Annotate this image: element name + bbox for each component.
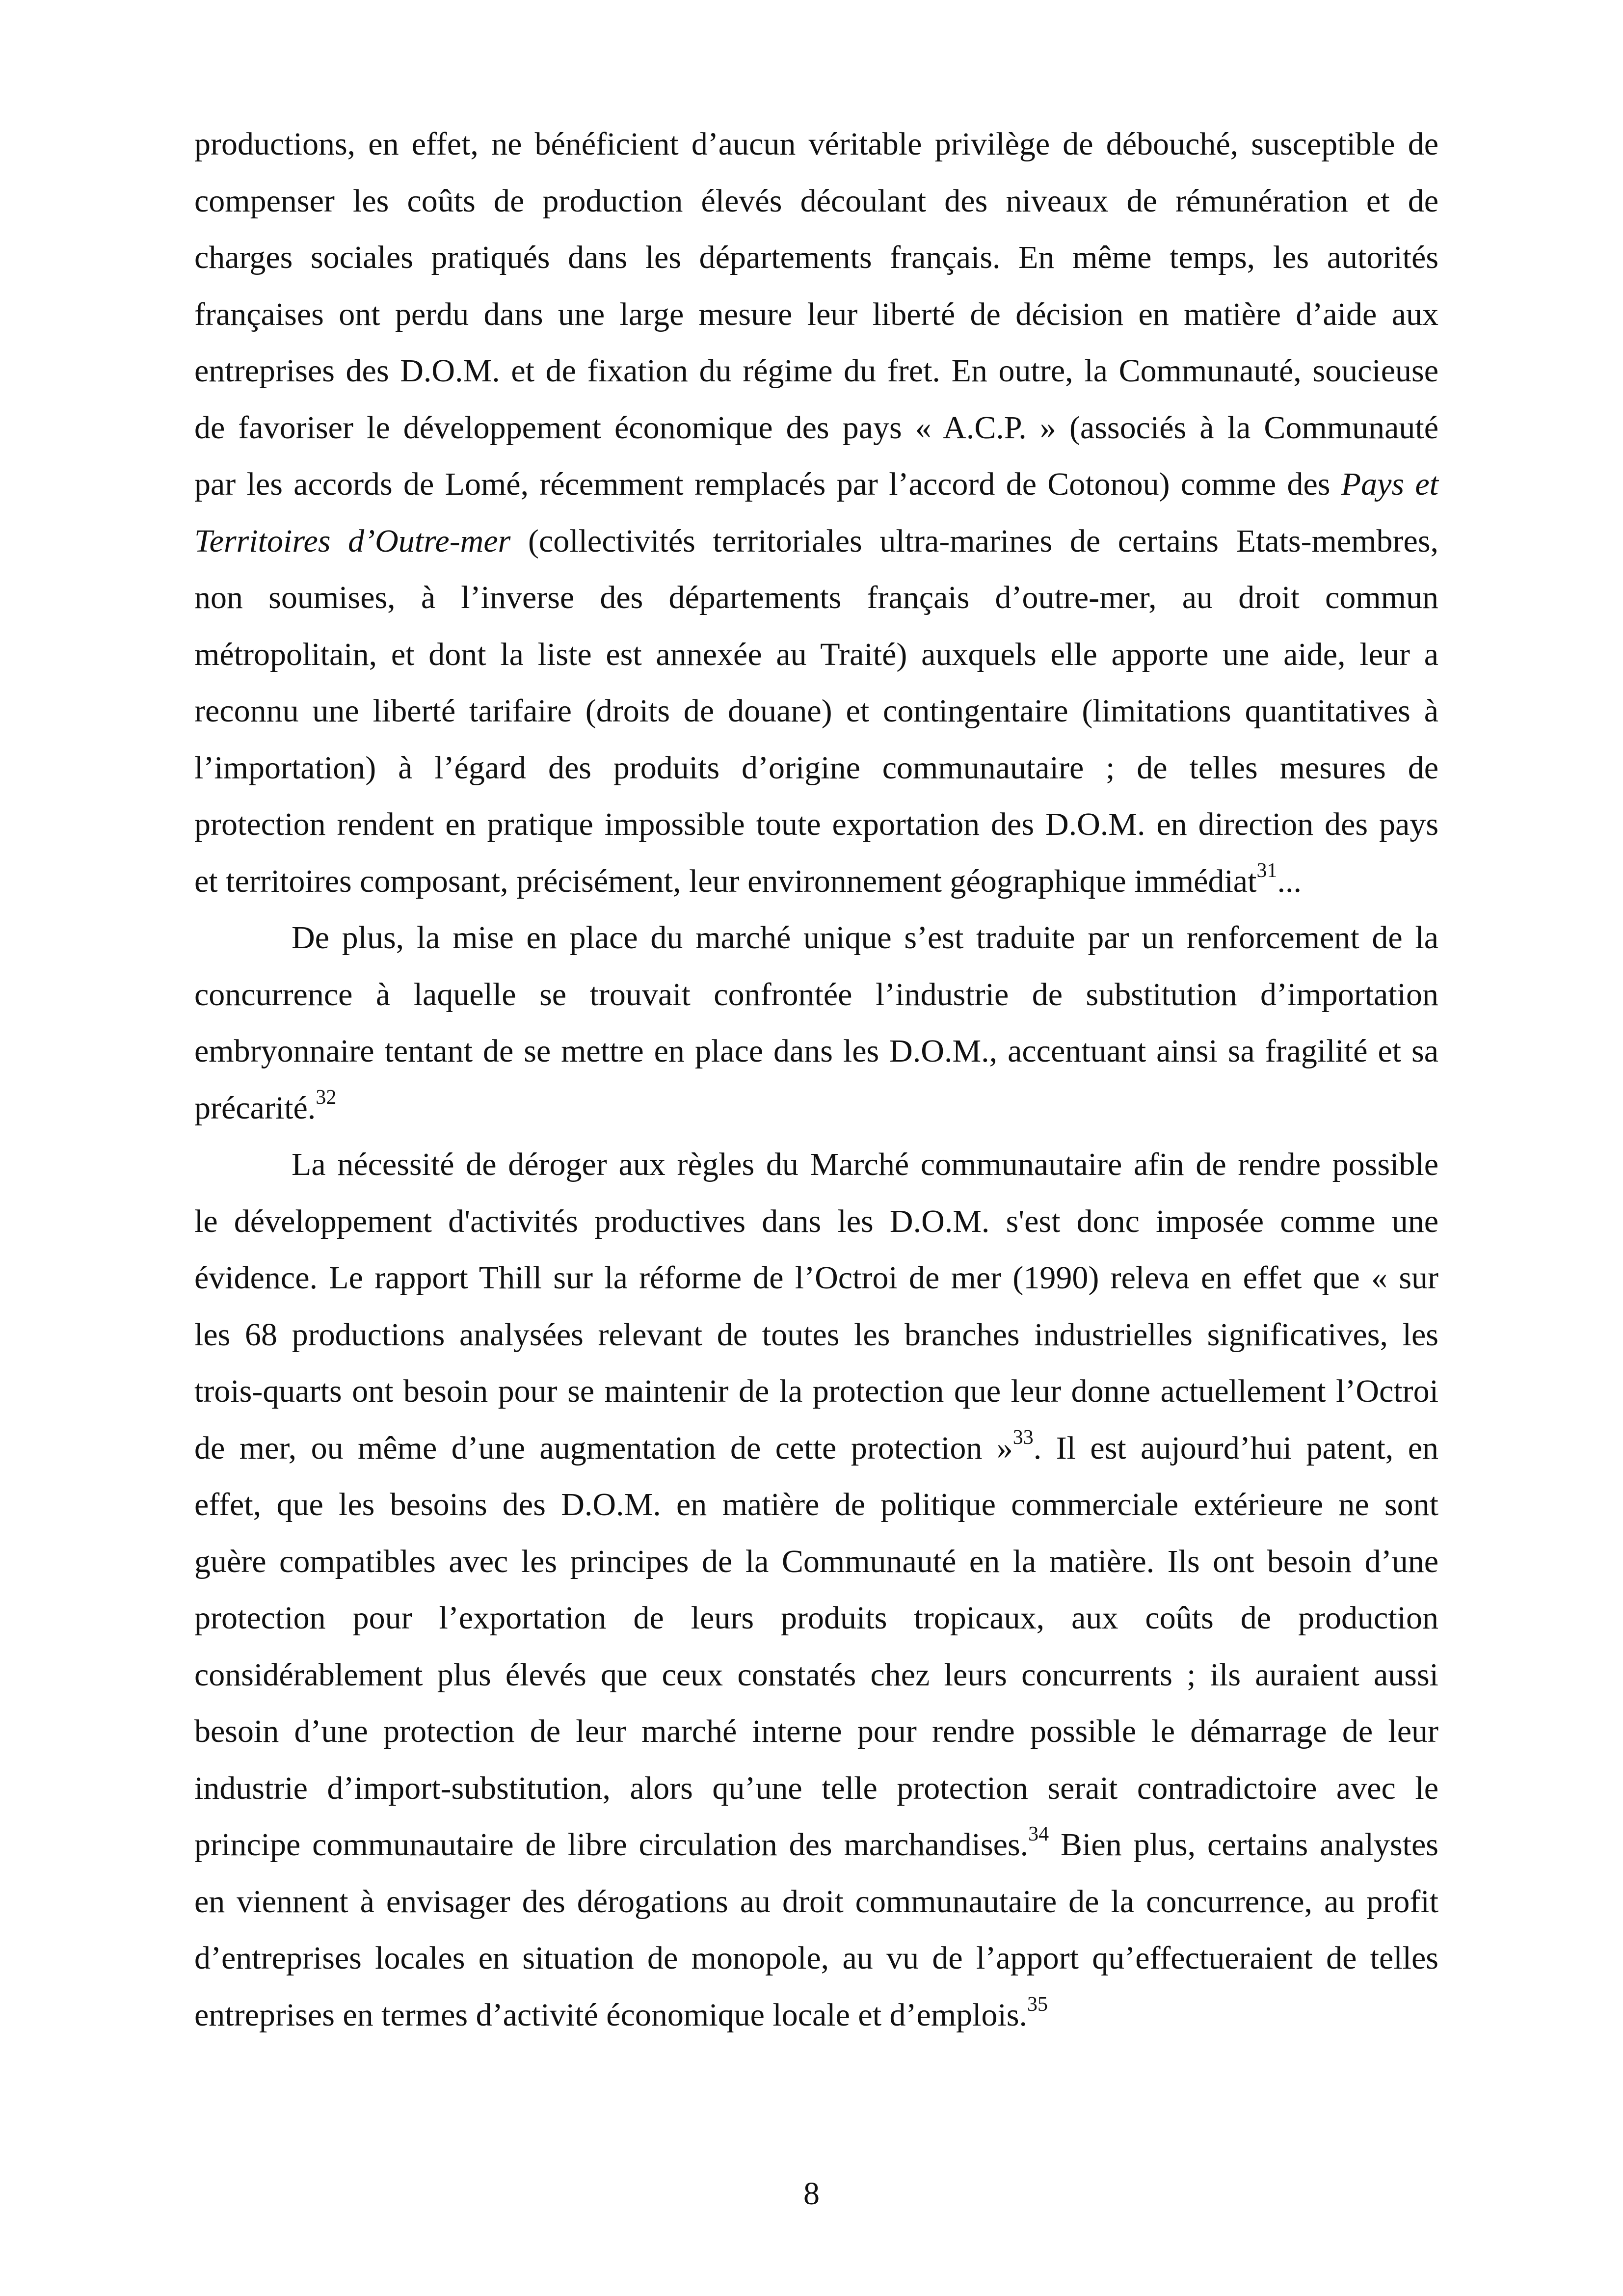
text-segment: charges sociales pratiqués dans les départements français. En même temps, les autorités bbox=[194, 240, 1438, 275]
text-line bbox=[194, 1590, 1438, 1647]
text-line bbox=[194, 286, 1438, 343]
text-line bbox=[194, 229, 1438, 286]
text-segment: et territoires composant, précisément, leur environnement géographique immédiat bbox=[194, 863, 1257, 899]
text-segment: Bien plus, certains analystes bbox=[1049, 1827, 1438, 1863]
text-line bbox=[194, 1250, 1438, 1307]
footnote-reference: 34 bbox=[1028, 1823, 1049, 1845]
text-line bbox=[194, 1476, 1438, 1533]
text-line bbox=[194, 626, 1438, 683]
text-segment: besoin d’une protection de leur marché interne pour rendre possible le démarrage de leur bbox=[194, 1713, 1438, 1749]
text-line bbox=[194, 1193, 1438, 1250]
italic-text: Territoires d’Outre-mer bbox=[194, 523, 511, 559]
text-segment: embryonnaire tentant de se mettre en place dans les D.O.M., accentuant ainsi sa fragilité et sa bbox=[194, 1033, 1438, 1069]
text-segment: compenser les coûts de production élevés découlant des niveaux de rémunération et de bbox=[194, 183, 1438, 219]
text-line bbox=[194, 173, 1438, 230]
text-segment: protection rendent en pratique impossible toute exportation des D.O.M. en direction des pays bbox=[194, 806, 1438, 842]
text-segment: concurrence à laquelle se trouvait confrontée l’industrie de substitution d’importation bbox=[194, 976, 1438, 1013]
text-line bbox=[194, 569, 1438, 626]
text-segment: le développement d'activités productives dans les D.O.M. s'est donc imposée comme une bbox=[194, 1203, 1438, 1239]
text-segment: principe communautaire de libre circulation des marchandises. bbox=[194, 1827, 1029, 1863]
text-segment: en viennent à envisager des dérogations au droit communautaire de la concurrence, au profit bbox=[194, 1883, 1438, 1920]
text-segment: de favoriser le développement économique des pays « A.C.P. » (associés à la Communauté bbox=[194, 409, 1438, 446]
text-line bbox=[194, 1533, 1438, 1590]
text-segment: métropolitain, et dont la liste est annexée au Traité) auxquels elle apporte une aide, leur a bbox=[194, 636, 1438, 672]
text-line bbox=[194, 853, 1438, 910]
text-segment: protection pour l’exportation de leurs produits tropicaux, aux coûts de production bbox=[194, 1600, 1438, 1636]
text-line bbox=[194, 1930, 1438, 1987]
text-line bbox=[194, 400, 1438, 456]
text-line bbox=[194, 1703, 1438, 1760]
text-line bbox=[194, 966, 1438, 1023]
text-line bbox=[194, 1873, 1438, 1930]
text-line bbox=[194, 1023, 1438, 1080]
text-line bbox=[194, 513, 1438, 570]
footnote-reference: 33 bbox=[1012, 1426, 1034, 1449]
text-line bbox=[194, 1647, 1438, 1704]
text-line bbox=[194, 1363, 1438, 1420]
text-line bbox=[194, 909, 1438, 966]
text-segment: entreprises des D.O.M. et de fixation du régime du fret. En outre, la Communauté, soucieuse bbox=[194, 353, 1438, 389]
footnote-reference: 32 bbox=[316, 1086, 337, 1109]
text-line bbox=[194, 796, 1438, 853]
text-line bbox=[194, 343, 1438, 400]
text-segment: (collectivités territoriales ultra-marines de certains Etats-membres, bbox=[510, 523, 1439, 559]
text-line bbox=[194, 1136, 1438, 1193]
text-segment: françaises ont perdu dans une large mesure leur liberté de décision en matière d’aide aux bbox=[194, 296, 1438, 332]
text-segment: ... bbox=[1277, 863, 1302, 899]
text-segment: considérablement plus élevés que ceux constatés chez leurs concurrents ; ils auraient aussi bbox=[194, 1656, 1438, 1693]
footnote-reference: 35 bbox=[1027, 1993, 1048, 2016]
text-segment: reconnu une liberté tarifaire (droits de douane) et contingentaire (limitations quantitatives à bbox=[194, 693, 1438, 729]
page-number: 8 bbox=[803, 2176, 820, 2212]
text-line bbox=[194, 1987, 1438, 2044]
text-segment: de mer, ou même d’une augmentation de cette protection » bbox=[194, 1430, 1013, 1466]
body-text bbox=[194, 116, 1438, 2043]
text-segment: l’importation) à l’égard des produits d’origine communautaire ; de telles mesures de bbox=[194, 749, 1438, 786]
text-segment: productions, en effet, ne bénéficient d’aucun véritable privilège de débouché, susceptible de bbox=[194, 126, 1438, 162]
text-segment: évidence. Le rapport Thill sur la réforme de l’Octroi de mer (1990) releva en effet que « sur bbox=[194, 1260, 1438, 1296]
text-segment: trois-quarts ont besoin pour se maintenir de la protection que leur donne actuellement l’Octroi bbox=[194, 1373, 1438, 1409]
text-line bbox=[194, 1816, 1438, 1873]
text-segment: La nécessité de déroger aux règles du Marché communautaire afin de rendre possible bbox=[292, 1147, 1438, 1182]
text-segment: . Il est aujourd’hui patent, en bbox=[1033, 1430, 1438, 1466]
text-line bbox=[194, 683, 1438, 740]
footnote-reference: 31 bbox=[1256, 859, 1277, 882]
text-segment: les 68 productions analysées relevant de toutes les branches industrielles significatives, les bbox=[194, 1316, 1438, 1353]
text-line bbox=[194, 1420, 1438, 1477]
text-line bbox=[194, 1760, 1438, 1817]
text-segment: d’entreprises locales en situation de monopole, au vu de l’apport qu’effectueraient de telles bbox=[194, 1940, 1438, 1976]
text-segment: par les accords de Lomé, récemment remplacés par l’accord de Cotonou) comme des bbox=[194, 466, 1341, 502]
text-line bbox=[194, 116, 1438, 173]
italic-text: Pays et bbox=[1341, 466, 1438, 502]
text-segment: effet, que les besoins des D.O.M. en matière de politique commerciale extérieure ne sont bbox=[194, 1487, 1438, 1522]
text-segment: guère compatibles avec les principes de la Communauté en la matière. Ils ont besoin d’une bbox=[194, 1543, 1438, 1579]
text-segment: industrie d’import-substitution, alors qu’une telle protection serait contradictoire avec le bbox=[194, 1770, 1438, 1806]
text-segment: précarité. bbox=[194, 1090, 316, 1126]
text-line bbox=[194, 740, 1438, 797]
text-line bbox=[194, 456, 1438, 513]
text-segment: entreprises en termes d’activité économique locale et d’emplois. bbox=[194, 1997, 1028, 2033]
text-segment: non soumises, à l’inverse des départements français d’outre-mer, au droit commun bbox=[194, 580, 1438, 615]
text-line bbox=[194, 1080, 1438, 1137]
text-segment: De plus, la mise en place du marché unique s’est traduite par un renforcement de la bbox=[292, 920, 1438, 956]
text-line bbox=[194, 1307, 1438, 1363]
